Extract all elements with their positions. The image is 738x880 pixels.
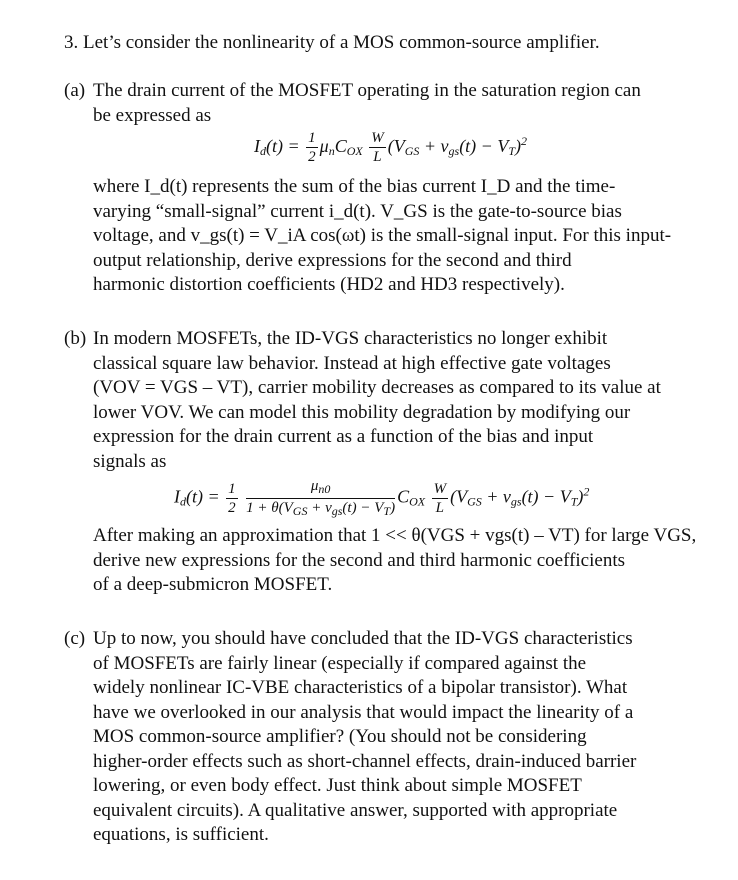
part-b-line: lower VOV. We can model this mobility degradation by modifying our: [93, 401, 631, 423]
part-c-label: (c): [64, 628, 86, 649]
part-b-line: signals as: [93, 450, 167, 472]
part-b-line: (VOV = VGS – VT), carrier mobility decreases as compared to its value at: [93, 377, 661, 398]
part-b-after: [93, 524, 697, 598]
part-b-after-line: After making an approximation that 1 << θ(VGS + vgs(t) – VT) for large VGS,: [93, 525, 697, 546]
equation-square-law: $I_d(t)$ = $\frac{1}{2}$ $\mu_nC_{OX}$ $\frac{W}{L}$ $(V_{GS} + v_{gs}(t) - V_T)^2$: [254, 130, 528, 166]
part-a-body-line: where I_d(t) represents the sum of the bias current I_D and the time-: [93, 176, 616, 197]
part-c-line: of MOSFETs are fairly linear (especially if compared against the: [93, 652, 587, 674]
part-b-line: In modern MOSFETs, the ID-VGS characteristics no longer exhibit: [93, 328, 608, 349]
part-a-intro-line: be expressed as: [93, 104, 212, 126]
part-c-line: equivalent circuits). A qualitative answer, supported with appropriate: [93, 799, 618, 821]
problem-title: Let’s consider the nonlinearity of a MOS common-source amplifier.: [83, 32, 600, 53]
part-c-line: equations, is sufficient.: [93, 824, 269, 845]
part-b-after-line: derive new expressions for the second and third harmonic coefficients: [93, 549, 625, 571]
part-b-intro: [93, 327, 688, 474]
part-c-line: lowering, or even body effect. Just think about simple MOSFET: [93, 775, 582, 796]
part-a-intro-line: The drain current of the MOSFET operating in the saturation region can: [93, 80, 641, 101]
part-a-body-line: harmonic distortion coefficients (HD2 and HD3 respectively).: [93, 274, 565, 295]
part-a-label: (a): [64, 80, 86, 101]
part-a-body: [93, 175, 688, 298]
part-c-line: widely nonlinear IC-VBE characteristics of a bipolar transistor). What: [93, 677, 628, 698]
part-c-line: higher-order effects such as short-channel effects, drain-induced barrier: [93, 750, 637, 772]
part-c-line: have we overlooked in our analysis that would impact the linearity of a: [93, 701, 634, 723]
part-c-line: Up to now, you should have concluded that the ID-VGS characteristics: [93, 628, 633, 649]
part-c-body: [93, 627, 688, 848]
part-b-line: expression for the drain current as a function of the bias and input: [93, 426, 594, 447]
part-b-line: classical square law behavior. Instead at high effective gate voltages: [93, 352, 611, 374]
part-a-body-line: voltage, and v_gs(t) = V_iA cos(ωt) is the small-signal input. For this input-: [93, 225, 672, 246]
part-a-body-line: varying “small-signal” current i_d(t). V_GS is the gate-to-source bias: [93, 200, 622, 222]
equation-mobility-degradation: $I_d(t)$ = $\frac{1}{2}$ $\frac{\mu_{n0}}{1 + \theta(V_{GS} + v_{gs}(t) - V_T)}$ $C_{OX}$ $\frac{W}{L}$ $(V_{GS} + v_{gs}(t) - V_T)^2$: [174, 478, 590, 518]
part-c-line: MOS common-source amplifier? (You should not be considering: [93, 726, 587, 747]
part-a-body-line: output relationship, derive expressions for the second and third: [93, 249, 572, 271]
problem-number: 3.: [64, 32, 79, 53]
part-b-after-line: of a deep-submicron MOSFET.: [93, 574, 333, 595]
part-a-intro: [93, 79, 688, 128]
problem-heading: [64, 31, 600, 56]
part-b-label: (b): [64, 328, 87, 349]
